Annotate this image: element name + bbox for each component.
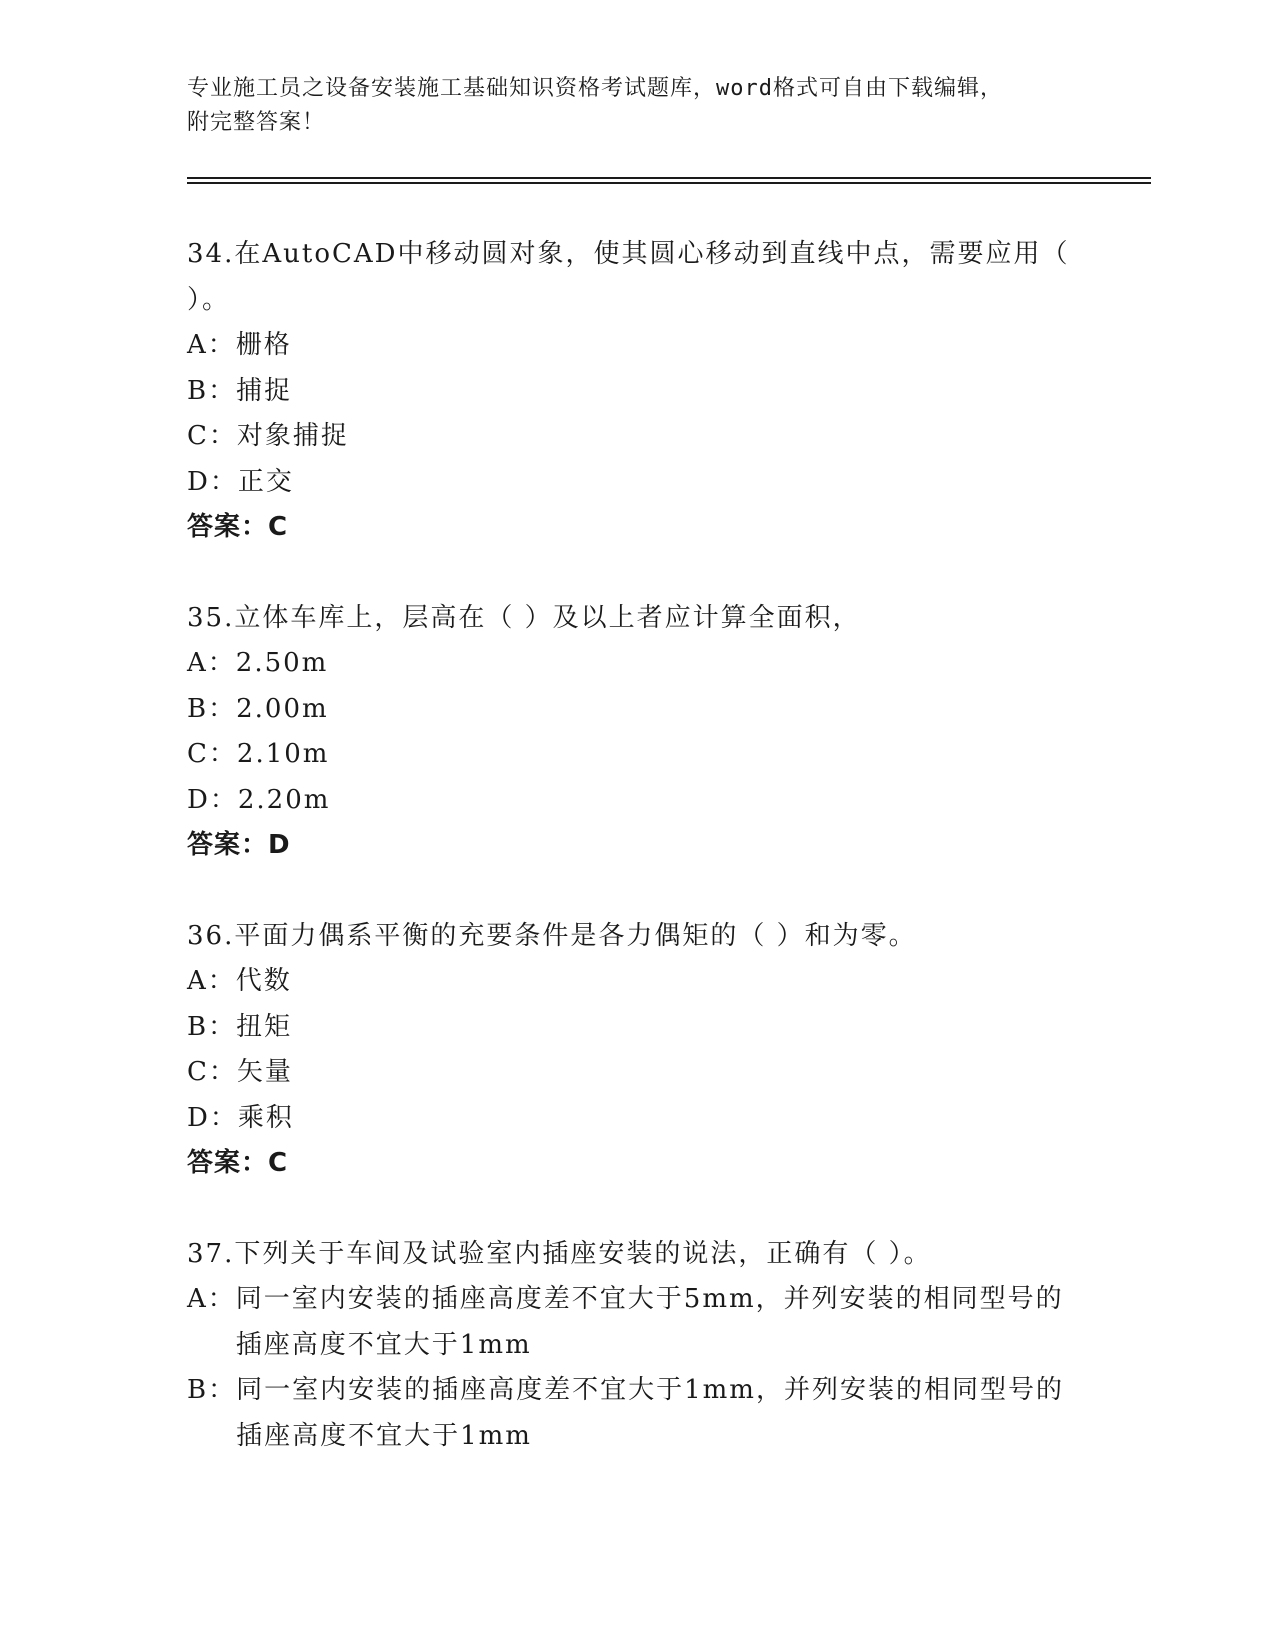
question-34 bbox=[187, 232, 1087, 551]
header-rule-bottom bbox=[187, 182, 1151, 184]
option-c bbox=[187, 414, 1087, 460]
option-text: 捕捉 bbox=[236, 375, 293, 406]
answer-label: 答案：D bbox=[187, 830, 291, 860]
option-d bbox=[187, 460, 1087, 506]
question-37 bbox=[187, 1232, 1087, 1460]
option-text: 扭矩 bbox=[236, 1011, 293, 1042]
option-text: 同一室内安装的插座高度差不宜大于5mm，并列安装的相同型号的插座高度不宜大于1mm bbox=[235, 1284, 1064, 1360]
option-text: 代数 bbox=[235, 966, 292, 996]
header-line-2: 附完整答案！ bbox=[187, 110, 326, 135]
option-key: D： bbox=[187, 784, 238, 815]
header-line-1: 专业施工员之设备安装施工基础知识资格考试题库，word格式可自由下载编辑， bbox=[187, 76, 1003, 101]
option-b bbox=[187, 1368, 1087, 1459]
question-36 bbox=[187, 914, 1087, 1187]
option-d bbox=[187, 1096, 1087, 1142]
option-text: 正交 bbox=[237, 466, 294, 497]
option-text: 对象捕捉 bbox=[236, 421, 349, 451]
header-rule-top bbox=[187, 177, 1151, 179]
option-key: B： bbox=[187, 1375, 237, 1405]
option-text: 乘积 bbox=[237, 1102, 294, 1133]
option-text: 2.10m bbox=[236, 739, 330, 769]
question-stem: 35.立体车库上，层高在（ ）及以上者应计算全面积， bbox=[187, 602, 861, 633]
option-key: C： bbox=[187, 739, 237, 769]
option-a bbox=[187, 323, 1087, 369]
option-key: B： bbox=[187, 693, 237, 724]
option-key: D： bbox=[187, 1102, 238, 1133]
question-stem: 37.下列关于车间及试验室内插座安装的说法，正确有（ ）。 bbox=[187, 1238, 932, 1269]
option-b bbox=[187, 369, 1087, 415]
option-text: 2.50m bbox=[235, 648, 329, 678]
answer-label: 答案：C bbox=[187, 512, 289, 542]
option-key: C： bbox=[187, 421, 237, 451]
option-b bbox=[187, 687, 1087, 733]
question-35 bbox=[187, 596, 1087, 869]
option-key: A： bbox=[187, 1284, 236, 1314]
option-b bbox=[187, 1005, 1087, 1051]
option-key: D： bbox=[187, 466, 238, 497]
option-key: C： bbox=[187, 1057, 237, 1087]
option-c bbox=[187, 1050, 1087, 1096]
option-text: 同一室内安装的插座高度差不宜大于1mm，并列安装的相同型号的插座高度不宜大于1mm bbox=[236, 1375, 1064, 1451]
option-key: A： bbox=[187, 648, 236, 678]
option-c bbox=[187, 732, 1087, 778]
question-stem: 34.在AutoCAD中移动圆对象，使其圆心移动到直线中点，需要应用（ ）。 bbox=[187, 239, 1070, 315]
option-key: B： bbox=[187, 1011, 237, 1042]
option-text: 2.00m bbox=[236, 693, 329, 724]
option-d bbox=[187, 778, 1087, 824]
option-key: B： bbox=[187, 375, 237, 406]
question-stem: 36.平面力偶系平衡的充要条件是各力偶矩的（ ）和为零。 bbox=[187, 920, 917, 951]
option-a bbox=[187, 641, 1087, 687]
option-text: 栅格 bbox=[235, 330, 292, 360]
option-text: 2.20m bbox=[237, 784, 331, 815]
document-header bbox=[187, 72, 1087, 140]
option-a bbox=[187, 959, 1087, 1005]
question-list bbox=[187, 232, 1087, 1459]
answer-label: 答案：C bbox=[187, 1148, 289, 1178]
option-key: A： bbox=[187, 966, 236, 996]
option-text: 矢量 bbox=[236, 1057, 293, 1087]
option-key: A： bbox=[187, 330, 236, 360]
option-a bbox=[187, 1277, 1087, 1368]
